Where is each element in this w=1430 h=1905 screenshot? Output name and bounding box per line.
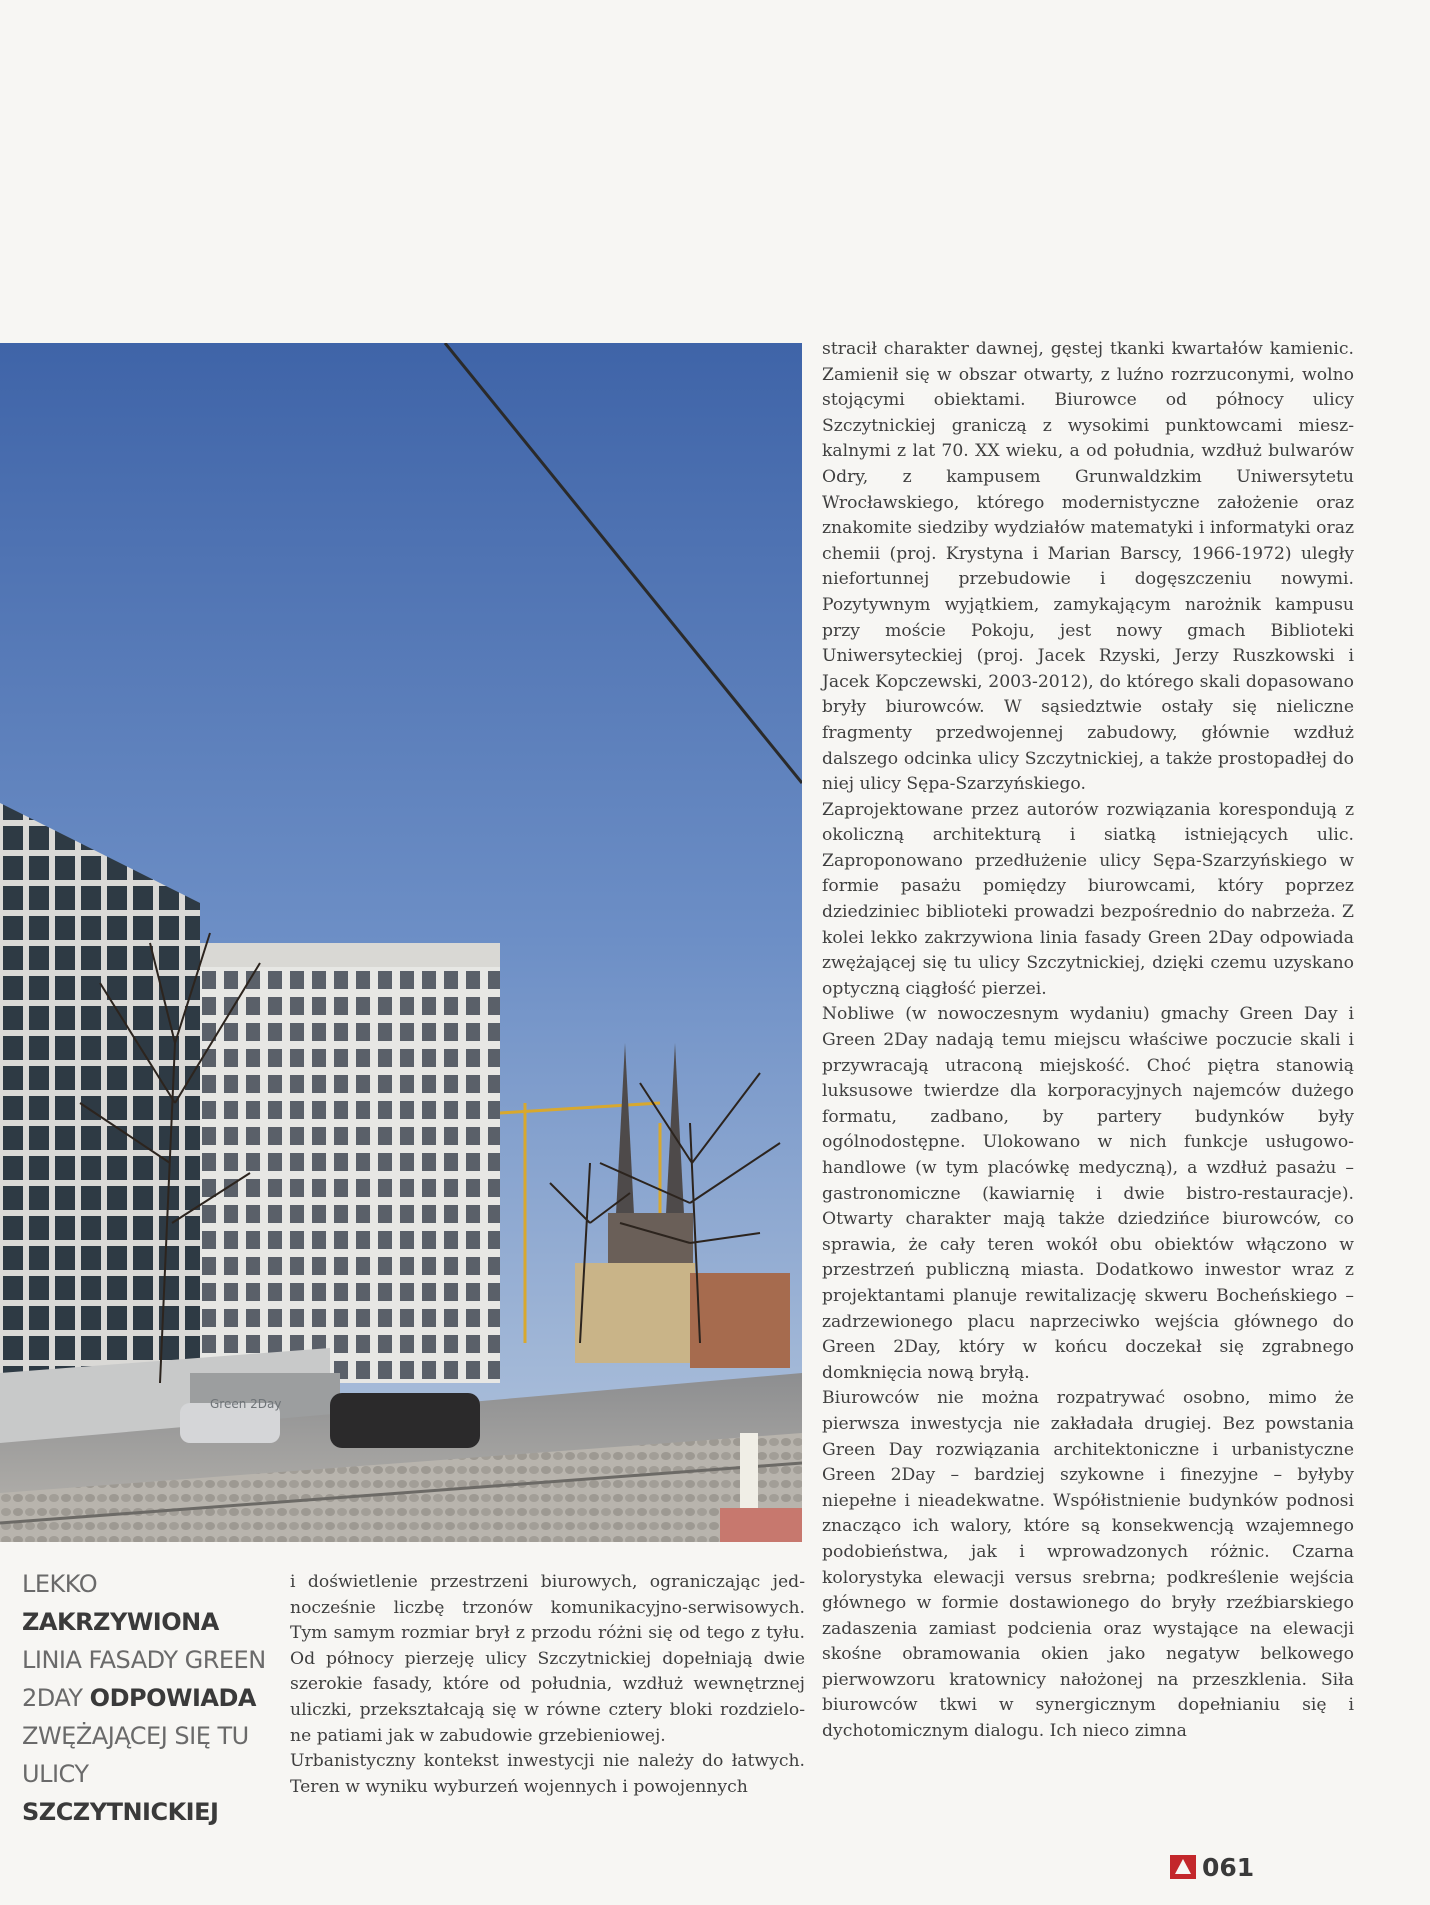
paragraph: Zaprojektowane przez autorów rozwiązania korespondują z okoliczną architekturą i siatką istniejących ulic. Zaproponowano przedłużenie ulicy Sępa-Szarzyńskiego w formie pasażu pomiędzy biurowcami, który poprzez dziedziniec biblioteki prowadzi bezpośrednio do nabrzeża. Z kolei lekko zakrzywiona linia fasady Green 2Day odpowiada zwężającej się tu ulicy Szczytnickiej, dzięki czemu uzyskano optyczną ciągłość pierzei. [822,799,1354,999]
paragraph: Biurowców nie można rozpatrywać osobno, mimo że pierwsza inwestycja nie zakładała drugiej. Bez powstania Green Day rozwiązania architektoniczne i urbanistyczne Green 2Day – bardziej szykowne i finezyjne – byłyby niepełne i nieadekwatne. Współistnienie budynków podnosi znacząco ich walory, które są konsekwencją wzajemnego podobieństwa, jak i wprowadzonych różnic. Czarna kolorystyka elewacji versus srebrna; podkreślenie wejścia głównego w formie dostawionego do bryły rzeźbiarskiego zadaszenia zamiast podcienia oraz wystające na elewacji skośne obramowania okien jako negatyw belkowego pierwowzoru kratownicy nałożonej na przeszklenia. Siła biurowców tkwi w synergicznym dopełnianiu się i dychotomicznym dialogu. Ich nieco zimna [822,1388,1354,1742]
text-column-left [290,1570,805,1800]
paragraph: Nobliwe (w nowoczesnym wydaniu) gmachy Green Day i Green 2Day nadają temu miejscu właściwe poczucie skali i przywracają utraconą miejskość. Choć piętra stanowią luksusowe twierdze dla korporacyjnych najemców dużego formatu, zadbano, by partery budynków były ogólnodostępne. Ulokowano w nich funkcje usługowo-handlowe (w tym placówkę medyczną), a wzdłuż pasażu – gastronomiczne (kawiarnię i dwie bistro-restauracje). Otwarty charakter mają także dziedzińce biurowców, co sprawia, że cały teren wokół obu obiektów włączono w przestrzeń publiczną miasta. Dodatkowo inwestor wraz z projektantami planuje rewitalizację skweru Bocheńskiego – zadrzewionego placu naprzeciwko wejścia głównego do Green 2Day, który w końcu doczekał się zgrabnego domknięcia nową bryłą. [822,1004,1354,1383]
paragraph: stracił charakter dawnej, gęstej tkanki kwartałów kamienic. Zamienił się w obszar otwarty, z luźno rozrzuconymi, wolno stojącymi obiektami. Biurowce od północy ulicy Szczytnickiej graniczą z wysokimi punktowcami mieszkalnymi z lat 70. XX wieku, a od południa, wzdłuż bulwarów Odry, z kampusem Grunwaldzkim Uniwersytetu Wrocławskiego, którego modernistyczne założenie oraz znakomite siedziby wydziałów matematyki i informatyki oraz chemii (proj. Krystyna i Marian Barscy, 1966-1972) uległy niefortunnej przebudowie i dogęszczeniu nowymi. Pozytywnym wyjątkiem, zamykającym narożnik kampusu przy moście Pokoju, jest nowy gmach Biblioteki Uniwersyteckiej (proj. Jacek Rzyski, Jerzy Ruszkowski i Jacek Kopczewski, 2003-2012), do którego skali dopasowano bryły biurowców. W sąsiedztwie ostały się nieliczne fragmenty przedwojennej zabudowy, głównie wzdłuż dalszego odcinka ulicy Szczytnickiej, a także prostopadłej do niej ulicy Sępa-Szarzyńskiego. [822,339,1354,795]
paragraph: Urbanistyczny kontekst inwestycji nie należy do łatwych. Teren w wyniku wyburzeń wojennych i powojennych [290,1751,805,1797]
street-photo [0,343,802,1542]
page-number: 061 [1170,1853,1254,1881]
photo-caption: LEKKO ZAKRZYWIONA LINIA FASADY GREEN 2DAY ODPOWIADA ZWĘŻAJĄCEJ SIĘ TU ULICY SZCZYTNICKIEJ [22,1570,266,1826]
magazine-logo-icon [1170,1855,1196,1879]
paragraph: i doświetlenie przestrzeni biurowych, ograniczając jednocześnie liczbę trzonów komunikacyjno-serwisowych. Tym samym rozmiar brył z przodu różni się od tego z tyłu. Od północy pierzeję ulicy Szczytnickiej dopełniają dwie szerokie fasady, które od południa, wzdłuż wewnętrznej uliczki, przekształcają się w równe cztery bloki rozdzielone patiami jak w zabudowie grzebieniowej. [290,1572,805,1746]
text-column-right [822,337,1354,1745]
building-sign: Green 2Day [210,1397,282,1411]
